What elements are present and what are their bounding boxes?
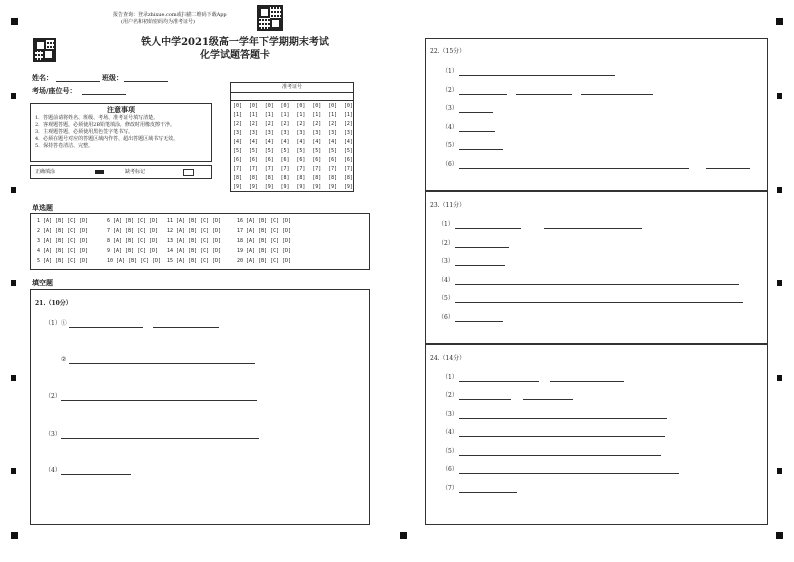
- side-mark: [777, 375, 782, 381]
- admission-digit-bubble[interactable]: [8]: [312, 175, 322, 181]
- q21-title: 21.（10分）: [35, 300, 72, 307]
- page-title: [120, 36, 350, 62]
- q24-part-label: （7）: [442, 485, 458, 492]
- title-line2: 化学试题答题卡: [200, 50, 270, 61]
- q21-part2-answer[interactable]: [61, 400, 257, 401]
- admission-digit-bubble[interactable]: [5]: [233, 148, 243, 154]
- mc-question-options[interactable]: 11 [A] [B] [C] [D]: [167, 218, 222, 224]
- report-notice: [113, 12, 253, 26]
- admission-digit-bubble[interactable]: [7]: [328, 166, 338, 172]
- side-mark: [11, 375, 16, 381]
- q22-part2-answer-b[interactable]: [516, 94, 572, 95]
- admission-digit-bubble[interactable]: [4]: [296, 139, 306, 145]
- name-field[interactable]: [56, 81, 100, 82]
- room-seat-field[interactable]: [82, 94, 126, 95]
- q22-part-label: （3）: [442, 105, 458, 112]
- side-mark: [777, 93, 782, 99]
- q22-part3-answer[interactable]: [459, 112, 493, 113]
- q21-part4-answer[interactable]: [61, 474, 131, 475]
- notes-title: 注意事项: [107, 105, 135, 114]
- q21-part1-answer-a[interactable]: [69, 327, 143, 328]
- q24-title: 24.（14分）: [430, 355, 466, 362]
- q23-part1-answer-b[interactable]: [544, 228, 642, 229]
- admission-digit-column: [312, 102, 321, 190]
- admission-digit-column: [344, 102, 353, 190]
- side-mark: [777, 187, 782, 193]
- name-label: 姓名：: [32, 74, 53, 82]
- admission-digit-bubble[interactable]: [3]: [264, 130, 274, 136]
- admission-digit-bubble[interactable]: [7]: [264, 166, 274, 172]
- admission-digit-bubble[interactable]: [5]: [312, 148, 322, 154]
- admission-digit-column: [265, 102, 274, 190]
- admission-digit-bubble[interactable]: [2]: [264, 121, 274, 127]
- q23-part-label: （3）: [438, 258, 454, 265]
- admission-digit-bubble[interactable]: [7]: [312, 166, 322, 172]
- q22-part-label: （6）: [442, 161, 458, 168]
- q24-part2-answer-a[interactable]: [459, 399, 511, 400]
- admission-digit-bubble[interactable]: [1]: [280, 112, 290, 118]
- q22-part6-answer-b[interactable]: [706, 168, 750, 169]
- admission-digit-bubble[interactable]: [0]: [343, 103, 353, 109]
- admission-digit-bubble[interactable]: [4]: [343, 139, 353, 145]
- admission-digit-bubble[interactable]: [9]: [280, 184, 290, 190]
- admission-digit-bubble[interactable]: [1]: [248, 112, 258, 118]
- admission-digit-bubble[interactable]: [8]: [328, 175, 338, 181]
- admission-digit-bubble[interactable]: [1]: [343, 112, 353, 118]
- q22-box: [425, 38, 768, 191]
- admission-digit-column: [233, 102, 242, 190]
- q23-part1-answer-a[interactable]: [455, 228, 521, 229]
- admission-digit-bubble[interactable]: [5]: [343, 148, 353, 154]
- mc-question-options[interactable]: 16 [A] [B] [C] [D]: [237, 218, 292, 224]
- q23-part4-answer[interactable]: [455, 284, 739, 285]
- q22-part-label: （2）: [442, 87, 458, 94]
- mc-question-options[interactable]: 17 [A] [B] [C] [D]: [237, 228, 292, 234]
- admission-digit-bubble[interactable]: [2]: [296, 121, 306, 127]
- admission-digit-bubble[interactable]: [4]: [328, 139, 338, 145]
- notes-box: [30, 103, 212, 162]
- mc-question-options[interactable]: 20 [A] [B] [C] [D]: [237, 258, 292, 264]
- admission-digit-bubble[interactable]: [8]: [280, 175, 290, 181]
- q23-part-label: （5）: [438, 295, 454, 302]
- q22-part4-answer[interactable]: [459, 131, 495, 132]
- admission-digit-bubble[interactable]: [7]: [296, 166, 306, 172]
- admission-digit-bubble[interactable]: [2]: [328, 121, 338, 127]
- corner-mark-bottom-right: [776, 532, 783, 539]
- admission-digit-bubble[interactable]: [4]: [280, 139, 290, 145]
- q24-part7-answer[interactable]: [459, 492, 517, 493]
- mc-section-title: 单选题: [32, 204, 53, 212]
- q24-part-label: （6）: [442, 466, 458, 473]
- q23-part-label: （1）: [438, 221, 454, 228]
- admission-number-title: 准考证号: [281, 84, 302, 90]
- admission-digit-bubble[interactable]: [5]: [248, 148, 258, 154]
- admission-digit-column: [328, 102, 337, 190]
- admission-digit-bubble[interactable]: [9]: [312, 184, 322, 190]
- mc-question-options[interactable]: 15 [A] [B] [C] [D]: [167, 258, 222, 264]
- q23-part3-answer[interactable]: [455, 265, 505, 266]
- q21-part1b-label: ②: [61, 356, 67, 363]
- mc-question-options[interactable]: 4 [A] [B] [C] [D]: [37, 248, 89, 254]
- admission-digit-bubble[interactable]: [9]: [296, 184, 306, 190]
- q23-part6-answer[interactable]: [455, 321, 503, 322]
- admission-digit-bubble[interactable]: [2]: [312, 121, 322, 127]
- report-notice-line2: (用户名和初始密码均为准考证号): [121, 19, 195, 25]
- q23-part-label: （2）: [438, 240, 454, 247]
- admission-digit-bubble[interactable]: [3]: [280, 130, 290, 136]
- q21-part1-answer-b[interactable]: [153, 327, 219, 328]
- admission-digit-bubble[interactable]: [4]: [264, 139, 274, 145]
- corner-mark-top-right: [776, 18, 783, 25]
- admission-digit-bubble[interactable]: [7]: [280, 166, 290, 172]
- q22-title: 22.（15分）: [430, 48, 466, 55]
- admission-digit-bubble[interactable]: [1]: [296, 112, 306, 118]
- admission-digit-bubble[interactable]: [5]: [296, 148, 306, 154]
- admission-digit-bubble[interactable]: [4]: [248, 139, 258, 145]
- admission-digit-bubble[interactable]: [3]: [248, 130, 258, 136]
- admission-digit-bubble[interactable]: [6]: [233, 157, 243, 163]
- q22-part-label: （5）: [442, 142, 458, 149]
- correct-fill-label: 正确填涂: [35, 169, 56, 175]
- mc-question-options[interactable]: 12 [A] [B] [C] [D]: [167, 228, 222, 234]
- admission-digit-bubble[interactable]: [8]: [264, 175, 274, 181]
- admission-digit-bubble[interactable]: [6]: [343, 157, 353, 163]
- admission-digit-bubble[interactable]: [3]: [296, 130, 306, 136]
- admission-digit-bubble[interactable]: [0]: [296, 103, 306, 109]
- corner-mark-bottom-left: [11, 532, 18, 539]
- admission-digit-column: [249, 102, 258, 190]
- q23-part-label: （6）: [438, 314, 454, 321]
- admission-digit-bubble[interactable]: [5]: [280, 148, 290, 154]
- corner-mark-top-left: [11, 18, 18, 25]
- title-line1: 铁人中学2021级高一学年下学期期末考试: [141, 37, 329, 48]
- side-mark: [11, 93, 16, 99]
- admission-digit-bubble[interactable]: [2]: [248, 121, 258, 127]
- mc-question-options[interactable]: 10 [A] [B] [C] [D]: [107, 258, 162, 264]
- admission-digit-bubble[interactable]: [5]: [264, 148, 274, 154]
- admission-digit-bubble[interactable]: [3]: [328, 130, 338, 136]
- mc-question-options[interactable]: 13 [A] [B] [C] [D]: [167, 238, 222, 244]
- q22-part2-answer-c[interactable]: [581, 94, 653, 95]
- q23-part5-answer[interactable]: [455, 302, 743, 303]
- admission-digit-bubble[interactable]: [1]: [233, 112, 243, 118]
- q23-title: 23.（11分）: [430, 202, 466, 209]
- fill-section-title: 填空题: [32, 279, 53, 287]
- admission-digit-bubble[interactable]: [4]: [312, 139, 322, 145]
- q23-part-label: （4）: [438, 277, 454, 284]
- q24-part4-answer[interactable]: [459, 436, 665, 437]
- class-label: 班级：: [102, 74, 123, 82]
- admission-digit-bubble[interactable]: [3]: [343, 130, 353, 136]
- admission-digit-bubble[interactable]: [0]: [312, 103, 322, 109]
- mc-question-options[interactable]: 6 [A] [B] [C] [D]: [107, 218, 159, 224]
- side-mark: [11, 280, 16, 286]
- student-qr-code: [33, 38, 56, 62]
- admission-number-box: [230, 82, 354, 192]
- q24-part-label: （1）: [442, 374, 458, 381]
- admission-digit-bubble[interactable]: [6]: [280, 157, 290, 163]
- admission-digit-bubble[interactable]: [6]: [328, 157, 338, 163]
- admission-digit-bubble[interactable]: [0]: [328, 103, 338, 109]
- admission-digit-bubble[interactable]: [9]: [328, 184, 338, 190]
- mc-box: [30, 213, 370, 270]
- download-qr-code[interactable]: [257, 5, 283, 31]
- corner-mark-mid-left: [400, 532, 407, 539]
- q21-part1b-answer[interactable]: [69, 363, 255, 364]
- q22-part6-answer-a[interactable]: [459, 168, 689, 169]
- admission-digit-column: [281, 102, 290, 190]
- q22-part-label: （1）: [442, 68, 458, 75]
- mc-question-options[interactable]: 7 [A] [B] [C] [D]: [107, 228, 159, 234]
- admission-digit-bubble[interactable]: [9]: [233, 184, 243, 190]
- mc-question-options[interactable]: 14 [A] [B] [C] [D]: [167, 248, 222, 254]
- note-item: 1．答题前请将姓名、班级、考场、准考证号填写清楚。: [35, 115, 159, 121]
- admission-digit-columns: [233, 102, 353, 190]
- mc-question-options[interactable]: 5 [A] [B] [C] [D]: [37, 258, 89, 264]
- q22-part2-answer-a[interactable]: [459, 94, 507, 95]
- mc-question-options[interactable]: 1 [A] [B] [C] [D]: [37, 218, 89, 224]
- q24-part-label: （3）: [442, 411, 458, 418]
- side-mark: [777, 280, 782, 286]
- report-notice-line1: 报告查询：登录zhixue.com或扫描二维码下载App: [113, 12, 227, 18]
- admission-digit-bubble[interactable]: [0]: [233, 103, 243, 109]
- admission-digit-bubble[interactable]: [1]: [328, 112, 338, 118]
- q24-part-label: （5）: [442, 448, 458, 455]
- admission-digit-bubble[interactable]: [1]: [264, 112, 274, 118]
- mc-question-options[interactable]: 19 [A] [B] [C] [D]: [237, 248, 292, 254]
- q24-box: [425, 344, 768, 525]
- q21-box: [30, 289, 370, 525]
- q24-part-label: （4）: [442, 429, 458, 436]
- correct-fill-sample: [95, 170, 104, 174]
- q24-part3-answer[interactable]: [459, 418, 667, 419]
- admission-divider: [231, 100, 353, 101]
- absent-mark-label: 缺考标记: [125, 169, 146, 175]
- q21-part1-label: （1）①: [45, 320, 67, 327]
- q21-part3-label: （3）: [45, 431, 61, 438]
- q24-part1-answer-b[interactable]: [550, 381, 624, 382]
- admission-digit-bubble[interactable]: [9]: [248, 184, 258, 190]
- admission-digit-bubble[interactable]: [7]: [343, 166, 353, 172]
- q21-part3-answer[interactable]: [61, 438, 259, 439]
- admission-digit-bubble[interactable]: [2]: [280, 121, 290, 127]
- admission-digit-bubble[interactable]: [8]: [233, 175, 243, 181]
- admission-digit-bubble[interactable]: [6]: [312, 157, 322, 163]
- class-field[interactable]: [124, 81, 168, 82]
- admission-digit-bubble[interactable]: [7]: [248, 166, 258, 172]
- admission-digit-bubble[interactable]: [4]: [233, 139, 243, 145]
- admission-digit-bubble[interactable]: [6]: [264, 157, 274, 163]
- side-mark: [777, 468, 782, 474]
- admission-digit-bubble[interactable]: [8]: [296, 175, 306, 181]
- note-item: 3．主观题答题，必须使用黑色签字笔书写。: [35, 129, 134, 135]
- q24-part2-answer-b[interactable]: [523, 399, 573, 400]
- note-item: 2．客观题答题，必须使用2B铅笔填涂，修改时用橡皮擦干净。: [35, 122, 176, 128]
- q24-part5-answer[interactable]: [459, 455, 661, 456]
- mc-question-options[interactable]: 2 [A] [B] [C] [D]: [37, 228, 89, 234]
- mc-question-options[interactable]: 8 [A] [B] [C] [D]: [107, 238, 159, 244]
- q24-part1-answer-a[interactable]: [459, 381, 539, 382]
- admission-digit-column: [296, 102, 305, 190]
- admission-digit-bubble[interactable]: [3]: [312, 130, 322, 136]
- side-mark: [11, 187, 16, 193]
- absent-mark-box[interactable]: [183, 169, 194, 176]
- admission-digit-bubble[interactable]: [8]: [248, 175, 258, 181]
- admission-digit-bubble[interactable]: [6]: [248, 157, 258, 163]
- q21-part4-label: （4）: [45, 467, 61, 474]
- q23-box: [425, 191, 768, 344]
- note-item: 5．保持答卷清洁、完整。: [35, 143, 94, 149]
- q22-part-label: （4）: [442, 124, 458, 131]
- q24-part6-answer[interactable]: [459, 473, 679, 474]
- notes-list: [35, 115, 211, 150]
- admission-divider: [231, 92, 353, 93]
- admission-digit-bubble[interactable]: [8]: [343, 175, 353, 181]
- q23-part2-answer[interactable]: [455, 247, 509, 248]
- q22-part1-answer[interactable]: [459, 75, 615, 76]
- admission-digit-bubble[interactable]: [7]: [233, 166, 243, 172]
- room-seat-label: 考场/座位号：: [32, 87, 77, 95]
- q21-part2-label: （2）: [45, 393, 61, 400]
- admission-digit-bubble[interactable]: [3]: [233, 130, 243, 136]
- admission-digit-bubble[interactable]: [5]: [328, 148, 338, 154]
- q22-part5-answer[interactable]: [459, 149, 503, 150]
- admission-digit-bubble[interactable]: [9]: [264, 184, 274, 190]
- admission-digit-bubble[interactable]: [0]: [280, 103, 290, 109]
- mc-question-options[interactable]: 9 [A] [B] [C] [D]: [107, 248, 159, 254]
- mc-question-options[interactable]: 3 [A] [B] [C] [D]: [37, 238, 89, 244]
- side-mark: [11, 468, 16, 474]
- admission-digit-bubble[interactable]: [0]: [248, 103, 258, 109]
- admission-digit-bubble[interactable]: [1]: [312, 112, 322, 118]
- fill-legend-box: [30, 165, 212, 179]
- admission-digit-bubble[interactable]: [9]: [343, 184, 353, 190]
- q24-part-label: （2）: [442, 392, 458, 399]
- admission-digit-bubble[interactable]: [6]: [296, 157, 306, 163]
- mc-question-options[interactable]: 18 [A] [B] [C] [D]: [237, 238, 292, 244]
- note-item: 4．必须在题号对应的答题区域内作答，超出答题区域书写无效。: [35, 136, 179, 142]
- admission-digit-bubble[interactable]: [2]: [343, 121, 353, 127]
- admission-digit-bubble[interactable]: [2]: [233, 121, 243, 127]
- admission-digit-bubble[interactable]: [0]: [264, 103, 274, 109]
